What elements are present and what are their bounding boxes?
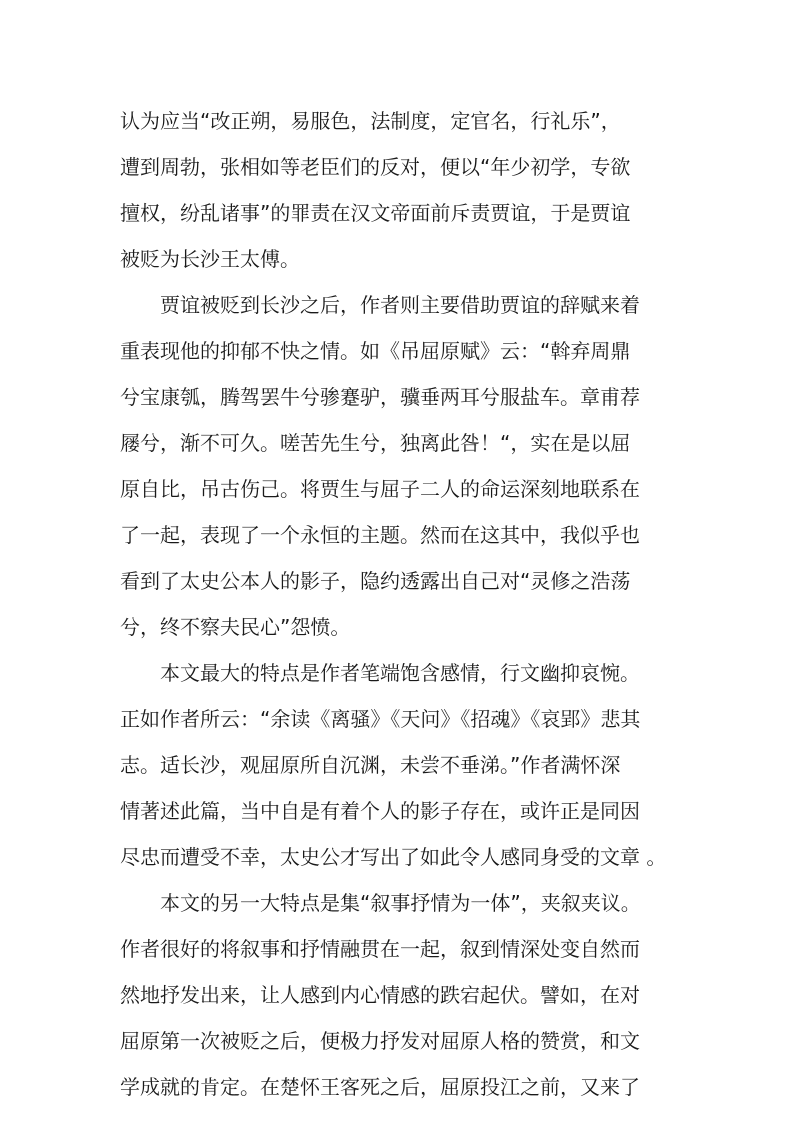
text-line: 情著述此篇，当中自是有着个人的影子存在，或许正是同因 — [120, 799, 640, 823]
text-line: 尽忠而遭受不幸，太史公才写出了如此令人感同身受的文章 。 — [120, 845, 667, 869]
text-line: 认为应当“改正朔，易服色，法制度，定官名，行礼乐”， — [120, 109, 621, 133]
paragraph-first-line: 本文最大的特点是作者笔端饱含感情，行文幽抑哀惋。 — [160, 661, 640, 685]
text-line: 作者很好的将叙事和抒情融贯在一起，叙到情深处变自然而 — [120, 937, 640, 961]
text-line: 原自比，吊古伤己。将贾生与屈子二人的命运深刻地联系在 — [120, 477, 640, 501]
text-line: 重表现他的抑郁不快之情。如《吊屈原赋》云：“斡弃周鼎 — [120, 339, 631, 363]
text-line: 志。适长沙，观屈原所自沉渊，未尝不垂涕。”作者满怀深 — [120, 753, 621, 777]
text-line: 兮，终不察夫民心”怨愤。 — [120, 615, 351, 639]
text-line: 学成就的肯定。在楚怀王客死之后，屈原投江之前，又来了 — [120, 1075, 640, 1099]
text-line: 屦兮，渐不可久。嗟苦先生兮，独离此咎！“，实在是以屈 — [120, 431, 631, 455]
text-line: 然地抒发出来，让人感到内心情感的跌宕起伏。譬如，在对 — [120, 983, 640, 1007]
text-line: 擅权，纷乱诸事”的罪责在汉文帝面前斥责贾谊，于是贾谊 — [120, 201, 631, 225]
text-line: 看到了太史公本人的影子，隐约透露出自己对“灵修之浩荡 — [120, 569, 631, 593]
text-line: 屈原第一次被贬之后，便极力抒发对屈原人格的赞赏，和文 — [120, 1029, 640, 1053]
text-line: 兮宝康瓠，腾驾罢牛兮骖蹇驴，骥垂两耳兮服盐车。章甫荐 — [120, 385, 640, 409]
text-line: 遭到周勃，张相如等老臣们的反对，便以“年少初学，专欲 — [120, 155, 631, 179]
paragraph-first-line: 贾谊被贬到长沙之后，作者则主要借助贾谊的辞赋来着 — [160, 293, 640, 317]
paragraph-first-line: 本文的另一大特点是集“叙事抒情为一体”，夹叙夹议。 — [160, 891, 641, 915]
text-line: 正如作者所云：“余读《离骚》《天问》《招魂》《哀郢》悲其 — [120, 707, 641, 731]
text-line: 了一起，表现了一个永恒的主题。然而在这其中，我似乎也 — [120, 523, 640, 547]
text-line: 被贬为长沙王太傅。 — [120, 247, 300, 271]
